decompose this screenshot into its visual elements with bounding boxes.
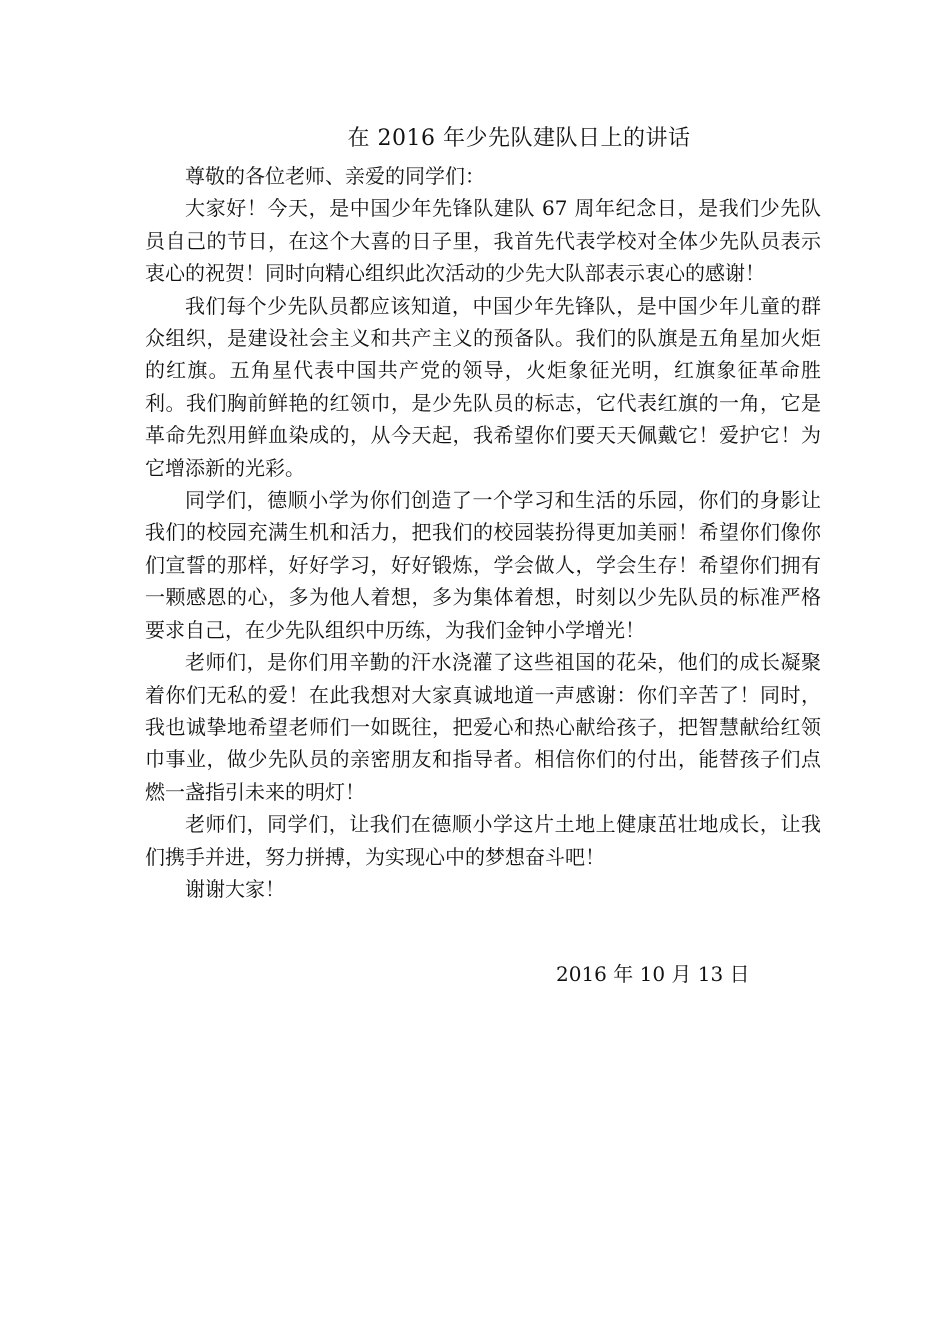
salutation: 尊敬的各位老师、亲爱的同学们： xyxy=(185,164,485,188)
paragraph-closing: 老师们，同学们，让我们在德顺小学这片土地上健康茁壮地成长，让我们携手并进，努力拼搏，为实现心中的梦想奋斗吧！ xyxy=(145,812,821,869)
document-date: 2016 年 10 月 13 日 xyxy=(556,962,750,986)
document-body xyxy=(145,160,821,905)
paragraph-students: 同学们，德顺小学为你们创造了一个学习和生活的乐园，你们的身影让我们的校园充满生机和活力，把我们的校园装扮得更加美丽！希望你们像你们宣誓的那样，好好学习，好好锻炼，学会做人，学会生存！希望你们拥有一颗感恩的心，多为他人着想，多为集体着想，时刻以少先队员的标准严格要求自己，在少先队组织中历练，为我们金钟小学增光！ xyxy=(145,488,821,642)
paragraph-greeting: 大家好！今天，是中国少年先锋队建队 67 周年纪念日，是我们少先队员自己的节日，在这个大喜的日子里，我首先代表学校对全体少先队员表示衷心的祝贺！同时向精心组织此次活动的少先大队部表示衷心的感谢！ xyxy=(145,196,821,286)
paragraph-organization: 我们每个少先队员都应该知道，中国少年先锋队，是中国少年儿童的群众组织，是建设社会主义和共产主义的预备队。我们的队旗是五角星加火炬的红旗。五角星代表中国共产党的领导，火炬象征光明，红旗象征革命胜利。我们胸前鲜艳的红领巾，是少先队员的标志，它代表红旗的一角，它是革命先烈用鲜血染成的，从今天起，我希望你们要天天佩戴它！爱护它！为它增添新的光彩。 xyxy=(145,293,821,480)
paragraph-teachers: 老师们，是你们用辛勤的汗水浇灌了这些祖国的花朵，他们的成长凝聚着你们无私的爱！在此我想对大家真诚地道一声感谢：你们辛苦了！同时，我也诚挚地希望老师们一如既往，把爱心和热心献给孩子，把智慧献给红领巾事业，做少先队员的亲密朋友和指导者。相信你们的付出，能替孩子们点燃一盏指引未来的明灯！ xyxy=(145,650,821,804)
paragraph-thanks: 谢谢大家！ xyxy=(185,876,285,901)
document-title: 在 2016 年少先队建队日上的讲话 xyxy=(347,126,691,151)
